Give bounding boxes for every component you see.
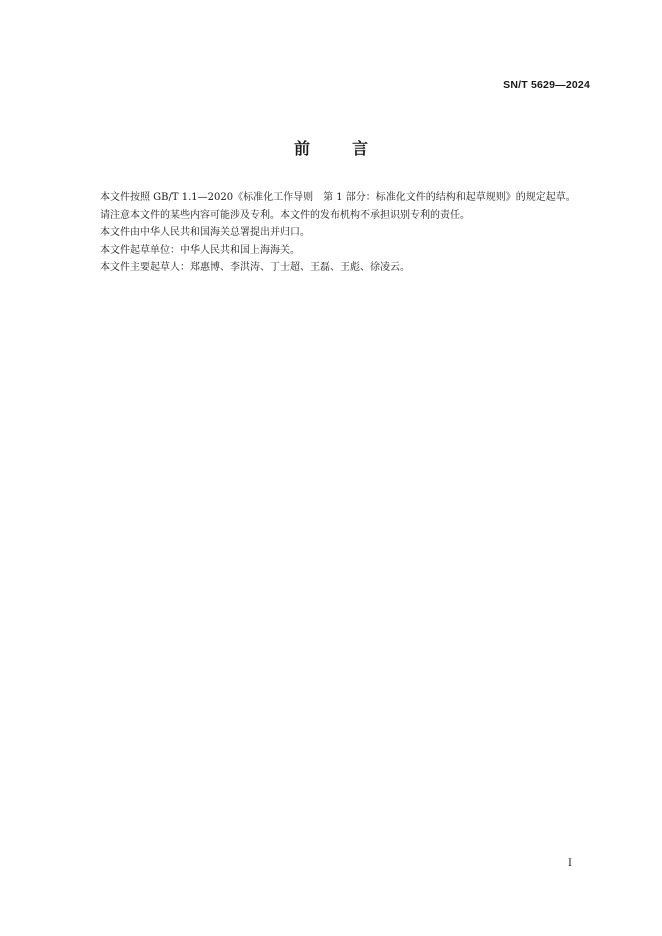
- paragraph-patent-notice: 请注意本文件的某些内容可能涉及专利。本文件的发布机构不承担识别专利的责任。: [100, 209, 470, 221]
- foreword-body: [80, 189, 592, 277]
- paragraph-drafters: 本文件主要起草人：郑惠博、李洪涛、丁士超、王磊、王彪、徐凌云。: [100, 262, 410, 273]
- page-number: I: [568, 858, 572, 869]
- paragraph-drafting-unit: 本文件起草单位：中华人民共和国上海海关。: [100, 244, 300, 256]
- paragraph-proposer: 本文件由中华人民共和国海关总署提出并归口。: [100, 227, 310, 238]
- paragraph-drafting-rules: 本文件按照 GB/T 1.1—2020《标准化工作导则 第 1 部分：标准化文件的结构和起草规则》的规定起草。: [100, 192, 576, 203]
- page-title: 前言: [293, 139, 410, 158]
- standard-code: SN/T 5629—2024: [503, 79, 590, 91]
